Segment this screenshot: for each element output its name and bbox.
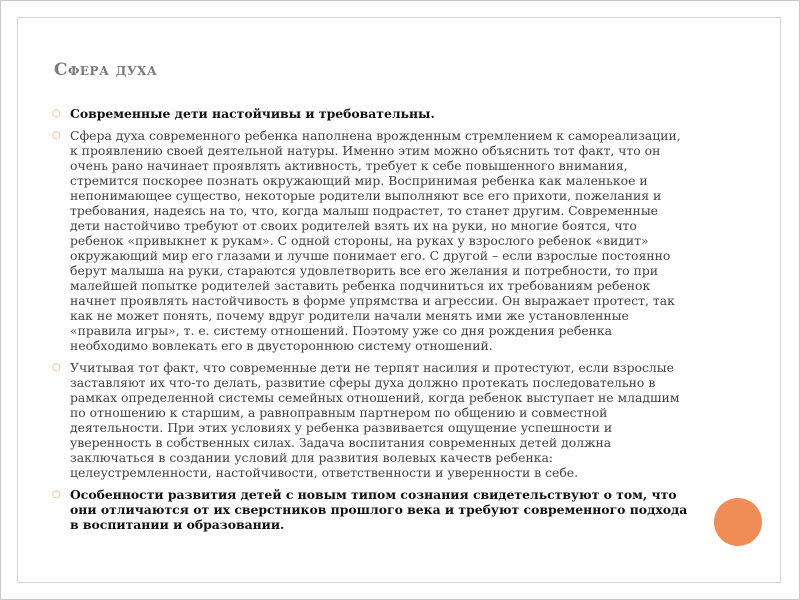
item-text: Учитывая тот факт, что современные дети не терпят насилия и протестуют, если взрослые заставляют их что-то делать, развитие сферы духа должно протекать последовательно в рамках определенной системы семейных отношений, когда ребенок выступает не младшим по отношению к старшим, а равноправным партнером по общению и совместной деятельности. При этих условиях у ребенка развивается ощущение успешности и уверенность в собственных силах. Задача воспитания современных детей должна заключаться в создании условий для развития волевых качеств ребенка: целеустремленности, настойчивости, ответственности и уверенности в себе. — [70, 360, 680, 480]
ring-bullet-icon: ○ — [52, 108, 61, 119]
bullet-list — [52, 106, 692, 539]
list-item — [52, 487, 692, 532]
item-text: Особенности развития детей с новым типом сознания свидетельствуют о том, что они отличаются от их сверстников прошлого века и требуют современного подхода в воспитании и образовании. — [70, 487, 688, 532]
item-text: Современные дети настойчивы и требовательны. — [70, 106, 435, 121]
ring-bullet-icon: ○ — [52, 130, 61, 141]
list-item — [52, 106, 692, 121]
list-item — [52, 128, 692, 353]
ring-bullet-icon: ○ — [52, 489, 61, 500]
slide-title: Сфера духа — [54, 60, 158, 80]
list-item — [52, 360, 692, 480]
decorative-circle — [714, 498, 762, 546]
ring-bullet-icon: ○ — [52, 362, 61, 373]
item-text: Сфера духа современного ребенка наполнена врожденным стремлением к самореализации, к проявлению своей деятельной натуры. Именно этим можно объяснить тот факт, что он очень рано начинает проявлять активность, требует к себе повышенного внимания, стремится поскорее познать окружающий мир. Воспринимая ребенка как маленькое и непонимающее существо, некоторые родители выполняют все его прихоти, пожелания и требования, надеясь на то, что, когда малыш подрастет, то станет другим. Современные дети настойчиво требуют от своих родителей взять их на руки, но многие боятся, что ребенок «привыкнет к рукам». С одной стороны, на руках у взрослого ребенок «видит» окружающий мир его глазами и лучше понимает его. С другой – если взрослые постоянно берут малыша на руки, стараются удовлетворить все его желания и потребности, то при малейшей попытке родителей заставить ребенка подчиниться их требованиям ребенок начнет проявлять настойчивость в форме упрямства и агрессии. Он выражает протест, так как не может понять, почему вдруг родители начали менять ими же установленные «правила игры», т. е. систему отношений. Поэтому уже со дня рождения ребенка необходимо вовлекать его в двустороннюю систему отношений. — [70, 128, 681, 353]
